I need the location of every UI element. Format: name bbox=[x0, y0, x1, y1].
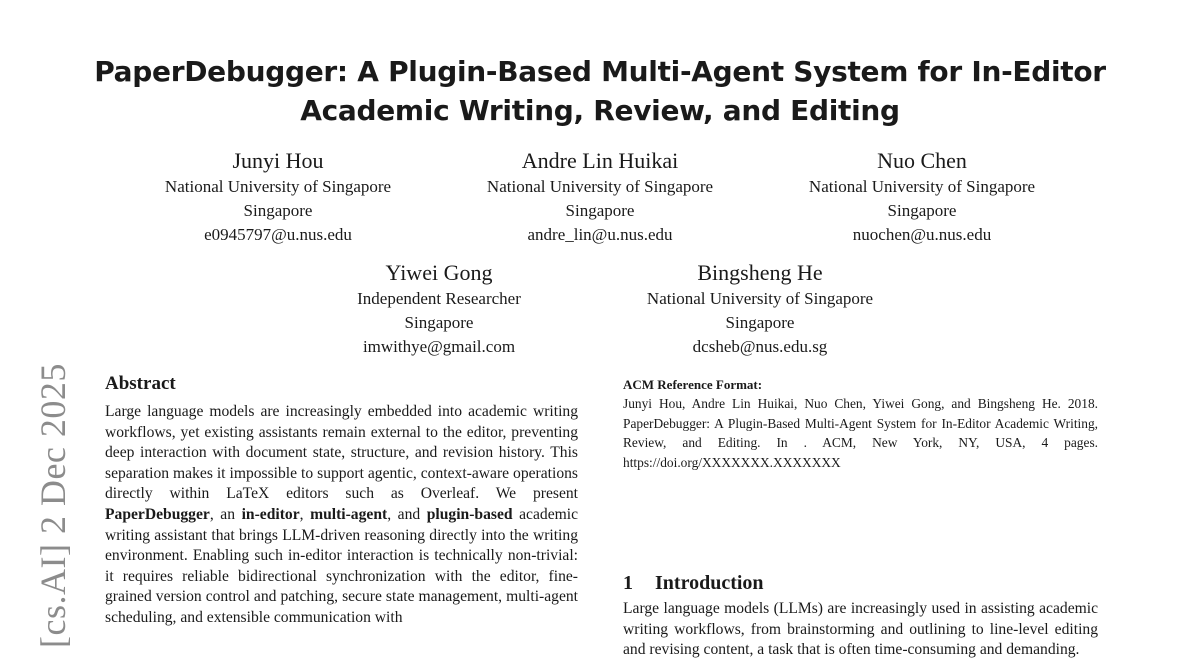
author-email: dcsheb@nus.edu.sg bbox=[692, 337, 828, 356]
author-email: nuochen@u.nus.edu bbox=[852, 225, 992, 244]
bold-in-editor: in-editor bbox=[241, 505, 300, 523]
abstract-body: Large language models are increasingly embedded into academic writing workflows, yet existing assistants remain external to the editor, preventing deep interaction with document state, structure, and revision history. This separation makes it impossible to support agentic, context-aware operations directly within LaTeX editors such as Overleaf. We present PaperDebugger, an in-editor, multi-agent, and plugin-based academic writing assistant that brings LLM-driven reasoning directly into the writing environment. Enabling such in-editor interaction is technically non-trivial: it requires reliable bidirectional synchronization with the editor, fine-grained version control and patching, secure state management, multi-agent scheduling, and extensible communication with bbox=[105, 403, 578, 626]
author-block-hou bbox=[108, 148, 448, 247]
section-title: Introduction bbox=[655, 572, 764, 594]
author-location: Singapore bbox=[404, 313, 474, 332]
acm-text: Junyi Hou, Andre Lin Huikai, Nuo Chen, Yiwei Gong, and Bingsheng He. 2018. PaperDebugger: A Plugin-Based Multi-Agent System for In-Editor Academic Writing, Review, and Editing. In . ACM, New York, NY, USA, 4 pages. https://doi.org/XXXXXXX.XXXXXXX bbox=[623, 396, 1098, 470]
author-location: Singapore bbox=[243, 201, 313, 220]
title-line-2: Academic Writing, Review, and Editing bbox=[300, 94, 900, 127]
bold-plugin-based: plugin-based bbox=[426, 505, 513, 523]
author-affiliation: National University of Singapore bbox=[646, 289, 874, 308]
acm-heading: ACM Reference Format: bbox=[623, 377, 763, 392]
author-email: e0945797@u.nus.edu bbox=[204, 225, 352, 244]
author-location: Singapore bbox=[565, 201, 635, 220]
author-block-chen bbox=[752, 148, 1092, 247]
author-block-lin bbox=[430, 148, 770, 247]
author-location: Singapore bbox=[887, 201, 957, 220]
intro-body: Large language models (LLMs) are increasingly used in assisting academic writing workflows, from brainstorming and outlining to line-level editing and revising content, a task that is often time-consuming and demanding. bbox=[623, 600, 1098, 659]
intro-heading bbox=[623, 570, 764, 596]
author-name: Andre Lin Huikai bbox=[521, 148, 679, 173]
title-line-1: PaperDebugger: A Plugin-Based Multi-Agent System for In-Editor bbox=[94, 55, 1106, 88]
abstract-section bbox=[105, 372, 578, 629]
author-location: Singapore bbox=[725, 313, 795, 332]
arxiv-stamp: [cs.AI] 2 Dec 2025 bbox=[33, 363, 73, 648]
author-affiliation: Independent Researcher bbox=[357, 289, 521, 308]
author-affiliation: National University of Singapore bbox=[808, 177, 1036, 196]
paper-title bbox=[60, 52, 1140, 130]
bold-multi-agent: multi-agent bbox=[310, 505, 388, 523]
author-name: Nuo Chen bbox=[877, 148, 967, 173]
author-affiliation: National University of Singapore bbox=[164, 177, 392, 196]
author-block-he bbox=[590, 260, 930, 359]
author-name: Bingsheng He bbox=[697, 260, 823, 285]
author-email: andre_lin@u.nus.edu bbox=[527, 225, 673, 244]
author-email: imwithye@gmail.com bbox=[362, 337, 516, 356]
author-name: Yiwei Gong bbox=[385, 260, 493, 285]
bold-paperdebugger: PaperDebugger bbox=[105, 505, 210, 523]
section-number: 1 bbox=[623, 572, 633, 594]
author-affiliation: National University of Singapore bbox=[486, 177, 714, 196]
acm-reference bbox=[623, 376, 1098, 472]
author-block-gong bbox=[269, 260, 609, 359]
author-name: Junyi Hou bbox=[232, 148, 324, 173]
abstract-heading: Abstract bbox=[105, 373, 176, 394]
